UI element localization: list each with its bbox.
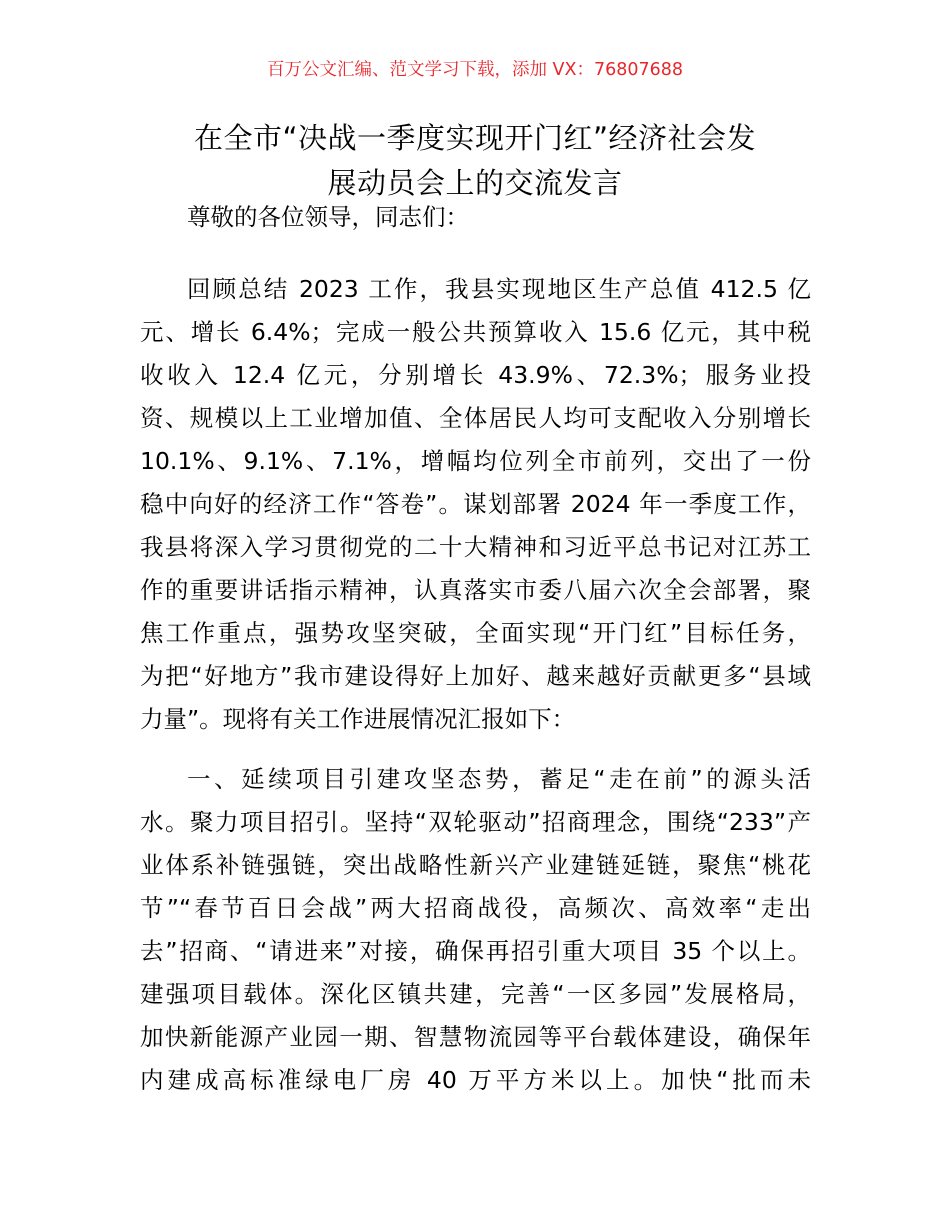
paragraph-line: 10.1%、9.1%、7.1%，增幅均位列全市前列，交出了一份: [140, 447, 811, 475]
title-line: 在全市“决战一季度实现开门红”经济社会发: [193, 121, 757, 155]
paragraph-review: [140, 268, 811, 741]
paragraph-line: 水。聚力项目招引。坚持“双轮驱动”招商理念，围绕“233”产: [140, 808, 811, 836]
watermark-header: 百万公文汇编、范文学习下载，添加 VX：76807688: [266, 60, 684, 80]
paragraph-line: 回顾总结 2023 工作，我县实现地区生产总值 412.5 亿: [187, 275, 811, 303]
paragraph-line: 我县将深入学习贯彻党的二十大精神和习近平总书记对江苏工: [140, 533, 811, 561]
paragraph-line: 焦工作重点，强势攻坚突破，全面实现“开门红”目标任务，: [140, 619, 811, 647]
paragraph-line: 建强项目载体。深化区镇共建，完善“一区多园”发展格局，: [140, 980, 811, 1008]
title-line: 展动员会上的交流发言: [327, 166, 623, 200]
paragraph-line: 稳中向好的经济工作“答卷”。谋划部署 2024 年一季度工作，: [140, 490, 811, 518]
paragraph-line: 加快新能源产业园一期、智慧物流园等平台载体建设，确保年: [140, 1023, 811, 1051]
paragraph-line: 为把“好地方”我市建设得好上加好、越来越好贡献更多“县域: [140, 662, 811, 690]
paragraph-section-one: [140, 758, 811, 1102]
paragraph-line: 去”招商、“请进来”对接，确保再招引重大项目 35 个以上。: [140, 937, 811, 965]
salutation: [140, 196, 811, 239]
paragraph-line: 作的重要讲话指示精神，认真落实市委八届六次全会部署，聚: [140, 576, 811, 604]
paragraph-line: 元、增长 6.4%；完成一般公共预算收入 15.6 亿元，其中税: [140, 318, 811, 346]
paragraph-line: 力量”。现将有关工作进展情况汇报如下：: [140, 705, 576, 733]
paragraph-line: 内建成高标准绿电厂房 40 万平方米以上。加快“批而未: [140, 1066, 811, 1094]
paragraph-line: 节”“春节百日会战”两大招商战役，高频次、高效率“走出: [140, 894, 811, 922]
paragraph-line: 资、规模以上工业增加值、全体居民人均可支配收入分别增长: [140, 404, 811, 432]
salutation-line: 尊敬的各位领导，同志们：: [187, 203, 469, 231]
paragraph-line: 业体系补链强链，突出战略性新兴产业建链延链，聚焦“桃花: [140, 851, 811, 879]
paragraph-line: 一、延续项目引建攻坚态势，蓄足“走在前”的源头活: [187, 765, 811, 793]
paragraph-line: 收收入 12.4 亿元，分别增长 43.9%、72.3%；服务业投: [140, 361, 811, 389]
document-title: [140, 116, 810, 206]
